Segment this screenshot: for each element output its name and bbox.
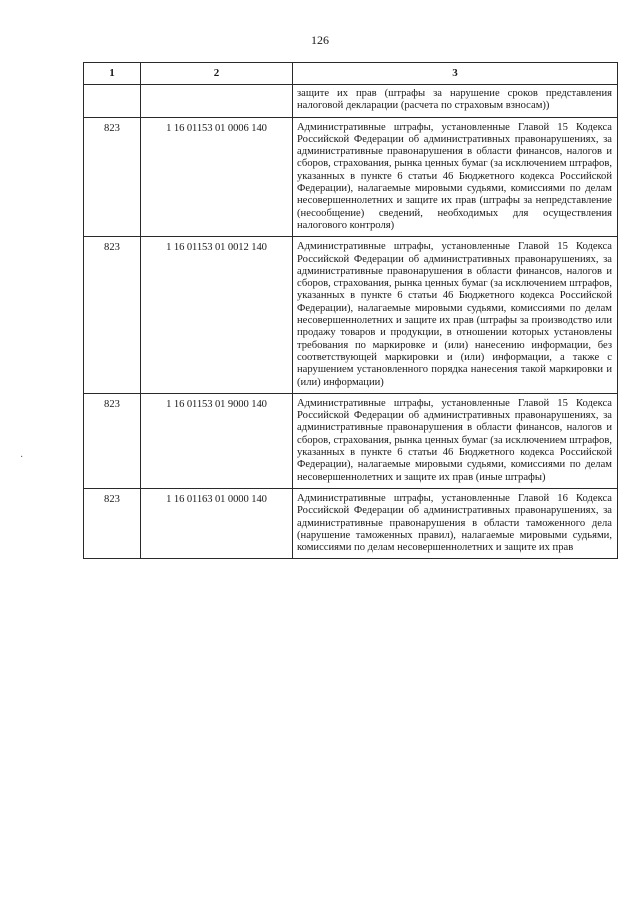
admin-code-cell: 823	[84, 117, 141, 237]
table-row	[84, 117, 618, 237]
page-number: 126	[311, 33, 329, 47]
description-cell: Административные штрафы, установленные Главой 15 Кодекса Российской Федерации об административных правонарушениях, за административные правонарушения в области финансов, налогов и сборов, страхования, рынка ценных бумаг (за исключением штрафов, указанных в пункте 6 статьи 46 Бюджетного кодекса Российской Федерации), налагаемые мировыми судьями, комиссиями по делам несовершеннолетних и защите их прав (штрафы за производство или продажу товаров и продукции, в отношении которых установлены требования по маркировке и (или) нанесению информации, без соответствующей маркировки и (или) информации, а также с нарушением установленного порядка нанесения такой маркировки и (или) информации)	[293, 237, 618, 394]
description-cell: Административные штрафы, установленные Главой 15 Кодекса Российской Федерации об административных правонарушениях, за административные правонарушения в области финансов, налогов и сборов, страхования, рынка ценных бумаг (за исключением штрафов, указанных в пункте 6 статьи 46 Бюджетного кодекса Российской Федерации), налагаемые мировыми судьями, комиссиями по делам несовершеннолетних и защите их прав (штрафы за непредставление (несообщение) сведений, необходимых для осуществления налогового контроля)	[293, 117, 618, 237]
column-header-2: 2	[141, 63, 293, 85]
admin-code-cell: 823	[84, 488, 141, 558]
description-cell: Административные штрафы, установленные Главой 15 Кодекса Российской Федерации об административных правонарушениях, за административные правонарушения в области финансов, налогов и сборов, страхования, рынка ценных бумаг (за исключением штрафов, указанных в пункте 6 статьи 46 Бюджетного кодекса Российской Федерации), налагаемые мировыми судьями, комиссиями по делам несовершеннолетних и защите их прав (иные штрафы)	[293, 393, 618, 488]
table-row-continuation	[84, 85, 618, 118]
admin-code-cell: 823	[84, 393, 141, 488]
table-row	[84, 237, 618, 394]
kbk-code-cell: 1 16 01153 01 9000 140	[141, 393, 293, 488]
description-cell: защите их прав (штрафы за нарушение сроков представления налоговой декларации (расчета по страховым взносам))	[293, 85, 618, 118]
kbk-code-cell: 1 16 01153 01 0006 140	[141, 117, 293, 237]
admin-code-cell: 823	[84, 237, 141, 394]
table-row	[84, 393, 618, 488]
margin-mark: ·	[20, 452, 24, 463]
kbk-code-cell	[141, 85, 293, 118]
column-header-3: 3	[293, 63, 618, 85]
table-row	[84, 488, 618, 558]
table-header-row	[84, 63, 618, 85]
description-cell: Административные штрафы, установленные Главой 16 Кодекса Российской Федерации об административных правонарушениях, за административные правонарушения в области таможенного дела (нарушение таможенных правил), налагаемые мировыми судьями, комиссиями по делам несовершеннолетних и защите их прав	[293, 488, 618, 558]
kbk-code-cell: 1 16 01163 01 0000 140	[141, 488, 293, 558]
kbk-code-cell: 1 16 01153 01 0012 140	[141, 237, 293, 394]
column-header-1: 1	[84, 63, 141, 85]
budget-codes-table	[83, 62, 618, 559]
admin-code-cell	[84, 85, 141, 118]
